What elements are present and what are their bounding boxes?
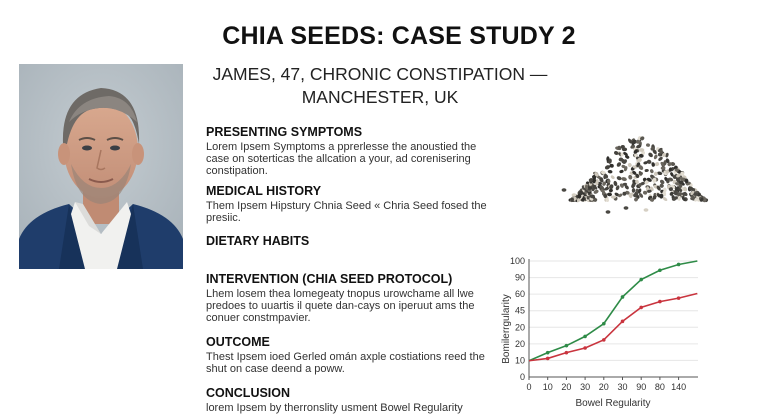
- section-heading: PRESENTING SYMPTOMS: [206, 125, 363, 139]
- data-point: [602, 338, 606, 342]
- data-point: [546, 357, 550, 361]
- data-point: [639, 306, 643, 310]
- x-tick-label: 30: [580, 382, 591, 392]
- data-point: [565, 351, 569, 355]
- section-heading: CONCLUSION: [206, 386, 291, 400]
- data-point: [621, 320, 625, 324]
- y-tick-label: 0: [519, 372, 525, 382]
- data-point: [621, 295, 625, 299]
- data-point: [658, 268, 662, 272]
- section-heading: DIETARY HABITS: [206, 234, 310, 248]
- patient-subtitle: [200, 63, 560, 109]
- x-tick-label: 10: [542, 382, 553, 392]
- y-tick-label: 20: [514, 322, 525, 333]
- data-point: [677, 263, 681, 267]
- data-point: [546, 351, 550, 355]
- line-chart: [495, 252, 720, 419]
- y-tick-label: 45: [514, 305, 525, 316]
- page-title: CHIA SEEDS: CASE STUDY 2: [222, 22, 576, 50]
- section-intervention: [206, 271, 496, 324]
- x-tick-label: 30: [617, 382, 628, 392]
- x-axis-title: Bowel Regularity: [575, 398, 651, 409]
- chia-seeds-illustration: [556, 122, 716, 217]
- section-presenting-symptoms: [206, 124, 496, 177]
- section-heading: INTERVENTION (CHIA SEED PROTOCOL): [206, 272, 453, 286]
- data-point: [658, 300, 662, 304]
- patient-portrait: [19, 64, 183, 269]
- y-tick-label: 20: [514, 338, 525, 349]
- x-tick-label: 20: [598, 382, 609, 392]
- section-outcome: [206, 334, 496, 375]
- chia-seeds-image: [556, 122, 716, 217]
- x-tick-label: 80: [654, 382, 665, 392]
- y-axis-title: Bomilerrgularity: [501, 294, 512, 364]
- x-tick-label: 140: [671, 382, 687, 392]
- y-tick-label: 100: [509, 256, 525, 266]
- section-body: lorem Ipsem by therronslity usment Bowel Regularity: [206, 402, 463, 414]
- data-point: [602, 322, 606, 326]
- section-heading: MEDICAL HISTORY: [206, 184, 322, 198]
- portrait-illustration: [19, 64, 183, 269]
- section-body: Lhem losem thea lomegeaty tnopus urowchame all lwe predoes to uuartis il quete dan-cays on iperuut ams the conuer constmpavier.: [206, 288, 475, 324]
- section-medical-history: [206, 183, 496, 224]
- x-tick-label: 90: [636, 382, 647, 392]
- section-dietary-habits: [206, 233, 496, 249]
- data-point: [677, 296, 681, 300]
- y-tick-label: 10: [514, 355, 525, 366]
- data-point: [583, 335, 587, 339]
- subtitle-line-2: MANCHESTER, UK: [301, 87, 459, 107]
- section-body: Lorem Ipsem Symptoms a pprerlesse the anoustied the case on soterticas the allcation a your, ad corenisering constipation.: [206, 141, 477, 177]
- data-point: [583, 346, 587, 350]
- section-body: Them Ipsem Hipstury Chnia Seed « Chria Seed fosed the presiic.: [206, 200, 487, 224]
- bowel-regularity-chart: [495, 252, 720, 419]
- data-point: [639, 278, 643, 282]
- y-tick-label: 90: [514, 272, 525, 283]
- x-tick-label: 0: [526, 382, 532, 392]
- section-body: Thest Ipsem ioed Gerled omán axple costiations reed the shut on case deend a poww.: [206, 351, 485, 375]
- section-conclusion: [206, 385, 496, 414]
- data-point: [565, 344, 569, 348]
- subtitle-line-1: JAMES, 47, CHRONIC CONSTIPATION —: [212, 64, 548, 84]
- x-tick-label: 20: [561, 382, 572, 392]
- y-tick-label: 60: [514, 289, 525, 300]
- section-heading: OUTCOME: [206, 335, 270, 349]
